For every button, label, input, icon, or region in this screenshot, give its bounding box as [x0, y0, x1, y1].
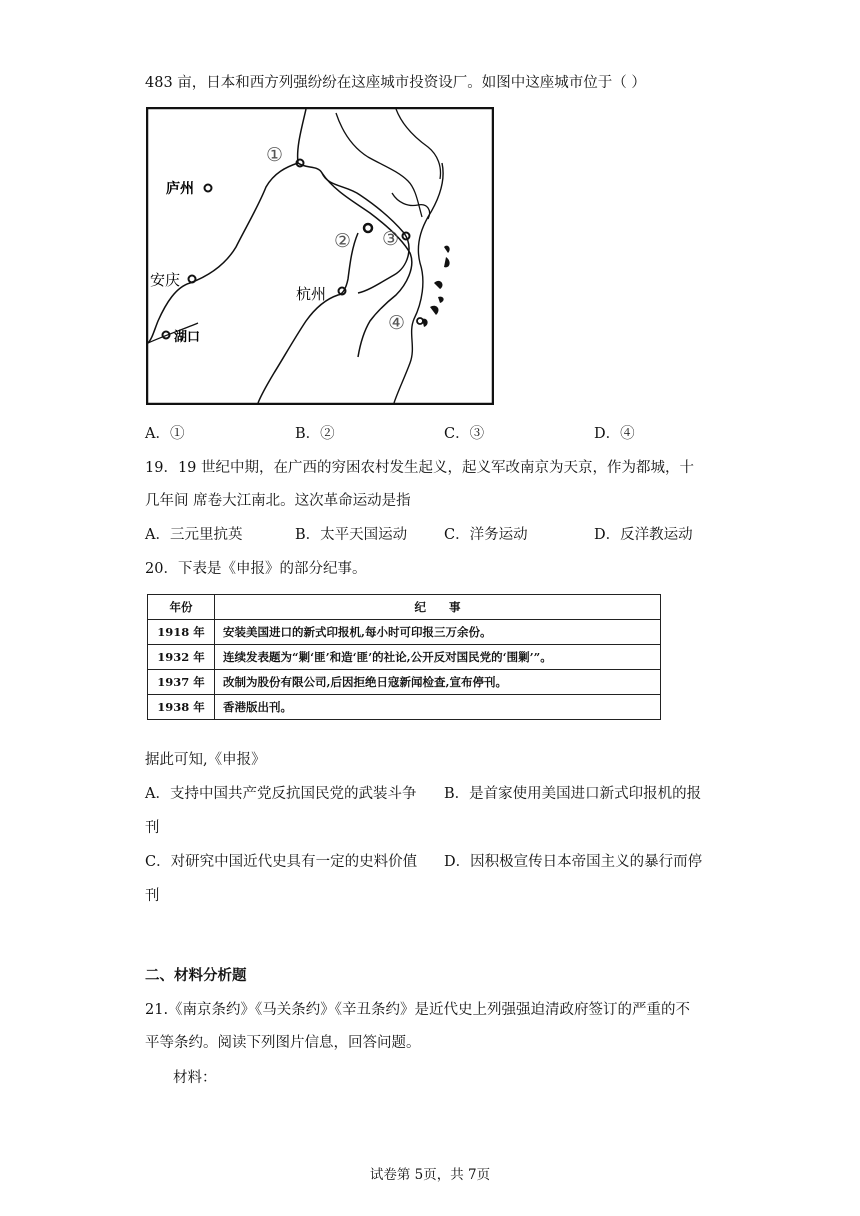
table-row [148, 695, 661, 720]
q20-option-c[interactable]: C．对研究中国近代史具有一定的史料价值 [145, 854, 418, 870]
q21-line-1: 21.《南京条约》《马关条约》《辛丑条约》是近代史上列强强迫清政府签订的严重的不 [145, 1002, 691, 1018]
q20-option-b[interactable]: B．是首家使用美国进口新式印报机的报 [444, 786, 702, 802]
table-cell-year: 1937 年 [148, 670, 215, 695]
label-hukou: 湖口 [174, 330, 201, 345]
table-cell-year: 1938 年 [148, 695, 215, 720]
page-footer: 试卷第 5页，共 7页 [369, 1167, 491, 1183]
q18-stem: 483 亩，日本和西方列强纷纷在这座城市投资设厂。如图中这座城市位于（ ） [145, 75, 646, 91]
q20-option-d[interactable]: D．因积极宣传日本帝国主义的暴行而停 [444, 854, 703, 870]
section-title: 二、材料分析题 [145, 967, 247, 984]
q18-option-d[interactable]: D．④ [594, 426, 635, 442]
q19-line-1: 19．19 世纪中期，在广西的穷困农村发生起义，起义军改南京为天京，作为都城，十 [145, 460, 695, 476]
material-label: 材料： [173, 1070, 217, 1086]
q19-option-a[interactable]: A．三元里抗英 [145, 527, 243, 543]
q18-option-a[interactable]: A．① [145, 426, 185, 442]
table-header-year: 年份 [148, 595, 215, 620]
label-luzhou: 庐州 [166, 181, 194, 197]
q18-option-b[interactable]: B．② [295, 426, 335, 442]
q20-option-b-wrap: 刊 [145, 820, 160, 836]
label-hangzhou: 杭州 [296, 285, 327, 303]
label-anqing: 安庆 [150, 271, 181, 289]
q19-option-d[interactable]: D．反洋教运动 [594, 527, 693, 543]
river-map [146, 107, 494, 405]
q19-option-b[interactable]: B．太平天国运动 [295, 527, 408, 543]
table-cell-year: 1932 年 [148, 645, 215, 670]
table-row [148, 620, 661, 645]
q20-stem: 20．下表是《申报》的部分纪事。 [145, 561, 367, 577]
q19-line-2: 几年间 席卷大江南北。这次革命运动是指 [145, 493, 411, 509]
q20-option-d-wrap: 刊 [145, 888, 160, 904]
q20-conclusion: 据此可知,《申报》 [145, 752, 266, 768]
marker-4: ④ [388, 312, 406, 334]
table-cell-event: 连续发表题为“剿‘匪’和造‘匪’的社论,公开反对国民党的‘围剿’”。 [215, 645, 661, 670]
q19-option-c[interactable]: C．洋务运动 [444, 527, 528, 543]
table-cell-event: 香港版出刊。 [215, 695, 661, 720]
table-cell-year: 1918 年 [148, 620, 215, 645]
table-header-row [148, 595, 661, 620]
table-row [148, 670, 661, 695]
table-header-event: 纪 事 [215, 595, 661, 620]
shenbao-table [147, 594, 661, 720]
q20-option-a[interactable]: A．支持中国共产党反抗国民党的武装斗争 [145, 786, 417, 802]
q21-line-2: 平等条约。阅读下列图片信息，回答问题。 [145, 1035, 421, 1051]
q18-option-c[interactable]: C．③ [444, 426, 485, 442]
table-cell-event: 安装美国进口的新式印报机,每小时可印报三万余份。 [215, 620, 661, 645]
marker-3: ③ [382, 228, 400, 250]
table-cell-event: 改制为股份有限公司,后因拒绝日寇新闻检查,宣布停刊。 [215, 670, 661, 695]
marker-1: ① [266, 144, 284, 166]
marker-2: ② [334, 230, 352, 252]
table-row [148, 645, 661, 670]
